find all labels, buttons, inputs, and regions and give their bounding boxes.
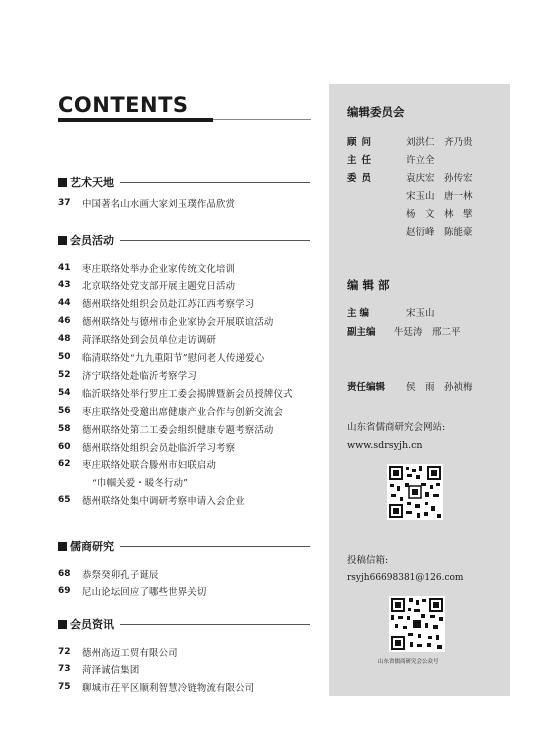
section-marker (58, 620, 67, 629)
toc-entry[interactable] (58, 439, 235, 454)
member-line: 赵衍峰 陈能豪 (406, 227, 473, 238)
member-line: 袁庆宏 孙传宏 (406, 173, 473, 184)
toc-page-number: 68 (58, 568, 71, 579)
toc-entry[interactable] (58, 493, 245, 508)
section-rule (120, 182, 310, 183)
toc-entry-title: 德州联络处组织会员赴临沂学习考察 (82, 442, 236, 454)
toc-page-number: 58 (58, 423, 71, 434)
toc-page-number: 48 (58, 334, 71, 345)
toc-entry-title: 枣庄联络处举办企业家传统文化培训 (82, 263, 236, 275)
toc-page-number: 60 (58, 441, 71, 452)
member-label: 委员 (347, 173, 377, 184)
toc-page-number: 62 (58, 459, 71, 470)
duty-editor-label: 责任编辑 (347, 382, 386, 393)
toc-page-number: 50 (58, 352, 71, 362)
section-marker (58, 236, 67, 245)
toc-page-number: 41 (58, 262, 71, 273)
toc-entry[interactable] (58, 475, 188, 490)
toc-entry-title: 济宁联络处赴临沂考察学习 (82, 370, 197, 382)
toc-entry[interactable] (58, 278, 235, 293)
toc-entry[interactable] (58, 367, 197, 382)
toc-entry-title: 枣庄联络处受邀出席健康产业合作与创新交流会 (82, 406, 284, 418)
toc-entry-title: 德州联络处第二工委会组织健康专题考察活动 (82, 424, 274, 436)
deputy-label: 副主编 (347, 327, 376, 338)
section-marker (58, 178, 67, 187)
toc-entry[interactable] (58, 584, 206, 599)
toc-entry-title: 德州联络处与德州市企业家协会开展联谊活动 (82, 317, 274, 329)
contents-title: CONTENTS (58, 93, 189, 117)
email-address: rsyjh66698381@126.com (347, 573, 464, 583)
toc-page-number: 56 (58, 405, 71, 416)
toc-entry-title: 临清联络处“九九重阳节”慰问老人传递爱心 (82, 353, 265, 364)
toc-entry-title: “巾帼关爱・暖冬行动” (92, 478, 189, 490)
toc-entry-title: 中国著名山水画大家刘玉璞作品欣赏 (82, 198, 236, 210)
section-heading (58, 174, 310, 190)
toc-page-number: 69 (58, 586, 71, 597)
section-title: 儒商研究 (70, 540, 114, 553)
website-qr-code (387, 464, 443, 520)
section-rule (120, 240, 310, 241)
chief-label: 主编 (347, 308, 373, 319)
qr-caption: 山东省儒商研究会公众号 (378, 659, 439, 665)
toc-entry[interactable] (58, 662, 139, 677)
toc-entry[interactable] (58, 350, 264, 365)
director-label: 主任 (347, 155, 377, 166)
section-rule (120, 546, 310, 547)
section-title: 会员活动 (70, 234, 114, 247)
email-label: 投稿信箱: (347, 555, 389, 566)
toc-entry-title: 北京联络处党支部开展主题党日活动 (82, 281, 236, 293)
section-title: 会员资讯 (70, 618, 114, 631)
toc-entry[interactable] (58, 421, 274, 436)
toc-entry-title: 德州高迈工贸有限公司 (82, 647, 178, 659)
toc-entry[interactable] (58, 403, 283, 418)
section-heading (58, 232, 310, 248)
toc-entry[interactable] (58, 296, 254, 311)
website-label: 山东省儒商研究会网站: (347, 422, 446, 433)
toc-entry-title: 枣庄联络处联合滕州市妇联启动 (82, 460, 217, 472)
section-title: 艺术天地 (70, 176, 114, 189)
section-heading (58, 616, 310, 632)
toc-entry-title: 菏泽联络处到会员单位走访调研 (82, 335, 217, 347)
toc-entry-title: 菏泽诚信集团 (82, 665, 140, 677)
wechat-qr-code (389, 596, 445, 652)
toc-entry[interactable] (58, 644, 178, 659)
chief-editor: 宋玉山 (406, 308, 435, 319)
editorial-panel (329, 84, 510, 696)
toc-entry[interactable] (58, 260, 235, 275)
toc-entry-title: 德州联络处集中调研考察申请入会企业 (82, 496, 245, 508)
toc-entry[interactable] (58, 566, 159, 581)
section-heading (58, 538, 310, 554)
toc-entry[interactable] (58, 680, 254, 695)
section-rule (120, 624, 310, 625)
toc-entry-title: 尼山论坛回应了哪些世界关切 (82, 587, 207, 599)
toc-page-number: 46 (58, 316, 71, 327)
member-line: 宋玉山 唐一林 (406, 191, 473, 202)
toc-entry[interactable] (58, 195, 235, 210)
toc-entry-title: 德州联络处组织会员赴江苏江西考察学习 (82, 299, 255, 311)
toc-page-number: 73 (58, 664, 71, 675)
toc-page-number: 72 (58, 646, 71, 657)
section-marker (58, 542, 67, 551)
toc-page-number: 52 (58, 369, 71, 380)
committee-title: 编辑委员会 (347, 105, 405, 119)
member-line: 杨 文 林 擘 (406, 209, 473, 220)
toc-entry[interactable] (58, 332, 216, 347)
deputy-editors: 牛廷涛 邢二平 (394, 327, 461, 338)
title-underline-rule (213, 119, 311, 120)
advisers: 刘洪仁 齐乃贵 (406, 137, 473, 148)
director: 许立全 (406, 155, 435, 166)
toc-entry[interactable] (58, 385, 293, 400)
toc-page-number: 54 (58, 387, 71, 398)
toc-entry-title: 聊城市茌平区顺利智慧冷链物流有限公司 (82, 683, 255, 695)
toc-page-number: 43 (58, 280, 71, 291)
duty-editors: 侯 雨 孙祯梅 (406, 382, 473, 393)
toc-page-number: 44 (58, 298, 71, 309)
toc-page-number: 65 (58, 495, 71, 506)
toc-entry-title: 恭祭癸卯孔子诞辰 (82, 569, 159, 581)
toc-entry[interactable] (58, 457, 216, 472)
toc-page-number: 75 (58, 682, 71, 693)
toc-entry[interactable] (58, 314, 274, 329)
dept-title: 编 辑 部 (347, 278, 390, 292)
adviser-label: 顾问 (347, 137, 377, 148)
toc-page-number: 37 (58, 197, 71, 208)
toc-entry-title: 临沂联络处举行罗庄工委会揭牌暨新会员授牌仪式 (82, 388, 293, 400)
title-underline-bar (58, 118, 213, 122)
website-url: www.sdrsyjh.cn (347, 440, 423, 451)
